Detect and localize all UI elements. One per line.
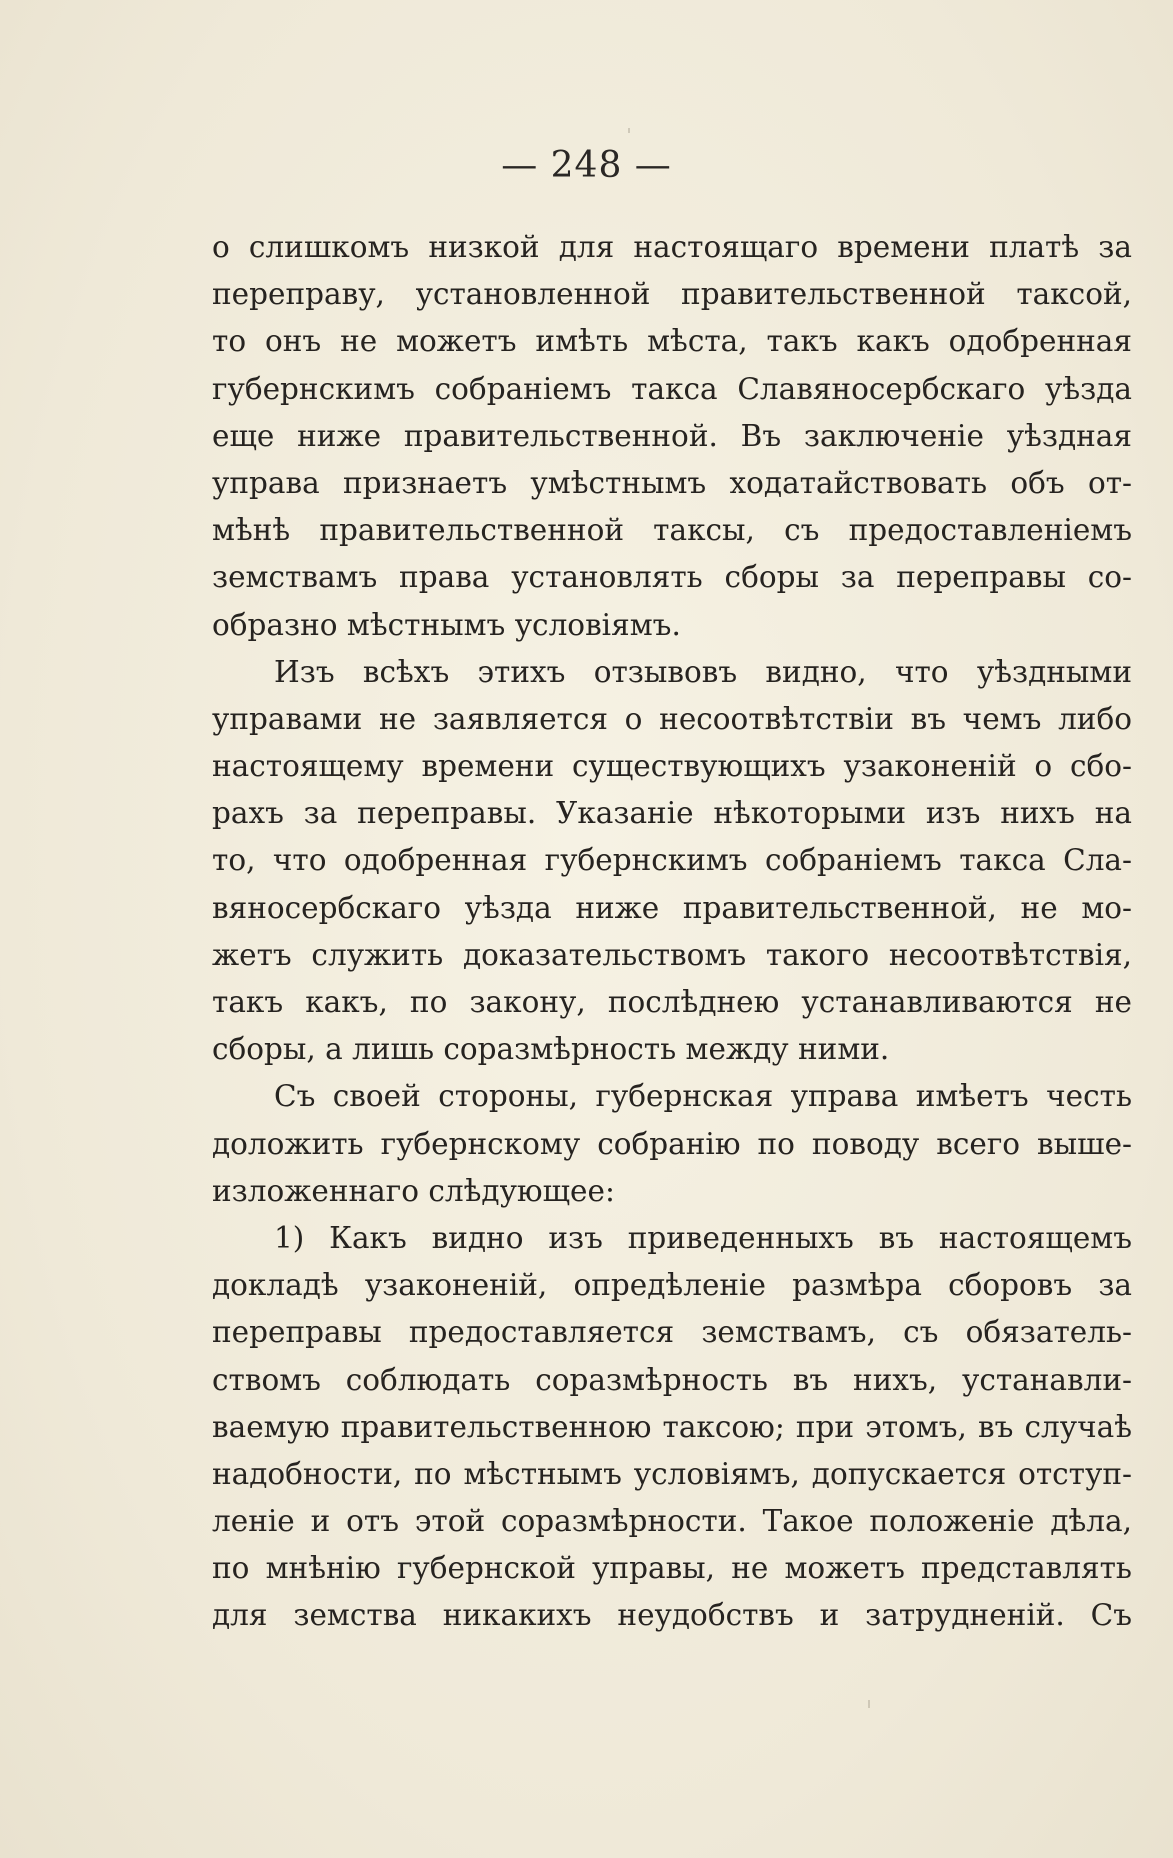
paper-speck	[868, 1700, 870, 1708]
text-line: жетъ служить доказательствомъ такого несоотвѣтствія,	[212, 937, 1132, 972]
text-line: переправы предоставляется земствамъ, съ обязатель-	[212, 1315, 1132, 1350]
text-line: докладѣ узаконеній, опредѣленіе размѣра сборовъ за	[212, 1268, 1132, 1303]
body-text	[212, 224, 1132, 1640]
numbered-item-start: 1) Какъ видно изъ приведенныхъ въ настоящемъ	[274, 1220, 1132, 1255]
text-line: переправу, установленной правительственной таксой,	[212, 277, 1132, 312]
text-line: образно мѣстнымъ условіямъ.	[212, 607, 681, 642]
paragraph-start: Съ своей стороны, губернская управа имѣетъ честь	[274, 1079, 1132, 1114]
text-line: еще ниже правительственной. Въ заключеніе уѣздная	[212, 418, 1132, 453]
text-line: для земства никакихъ неудобствъ и затрудненій. Съ	[212, 1598, 1132, 1633]
text-line: ваемую правительственною таксою; при этомъ, въ случаѣ	[212, 1409, 1132, 1444]
text-line: губернскимъ собраніемъ такса Славяносербскаго уѣзда	[212, 371, 1132, 406]
text-line: мѣнѣ правительственной таксы, съ предоставленіемъ	[212, 513, 1132, 548]
text-line: леніе и отъ этой соразмѣрности. Такое положеніе дѣла,	[212, 1504, 1132, 1539]
text-line: такъ какъ, по закону, послѣднею устанавливаются не	[212, 985, 1132, 1019]
paragraph-start: Изъ всѣхъ этихъ отзывовъ видно, что уѣздными	[274, 654, 1132, 689]
text-line: о слишкомъ низкой для настоящаго времени платѣ за	[212, 230, 1132, 264]
page-number: — 248 —	[501, 145, 672, 186]
text-line: то онъ не можетъ имѣть мѣста, такъ какъ одобренная	[212, 324, 1132, 359]
paper-speck	[628, 128, 630, 133]
text-line: то, что одобренная губернскимъ собраніемъ такса Сла-	[212, 843, 1132, 878]
text-line: надобности, по мѣстнымъ условіямъ, допускается отступ-	[212, 1456, 1132, 1491]
text-line: изложеннаго слѣдующее:	[212, 1173, 615, 1208]
text-line: по мнѣнію губернской управы, не можетъ представлять	[212, 1551, 1132, 1586]
text-line: сборы, а лишь соразмѣрность между ними.	[212, 1032, 890, 1067]
text-line: доложить губернскому собранію по поводу всего выше-	[212, 1126, 1132, 1161]
text-line: управа признаетъ умѣстнымъ ходатайствовать объ от-	[212, 465, 1132, 500]
text-line: ствомъ соблюдать соразмѣрность въ нихъ, устанавли-	[212, 1362, 1132, 1397]
text-line: рахъ за переправы. Указаніе нѣкоторыми изъ нихъ на	[212, 796, 1132, 831]
text-line: настоящему времени существующихъ узаконеній о сбо-	[212, 749, 1132, 784]
text-line: земствамъ права установлять сборы за переправы со-	[212, 560, 1132, 595]
text-line: вяносербскаго уѣзда ниже правительственной, не мо-	[212, 890, 1132, 925]
text-line: управами не заявляется о несоотвѣтствіи въ чемъ либо	[212, 701, 1132, 736]
